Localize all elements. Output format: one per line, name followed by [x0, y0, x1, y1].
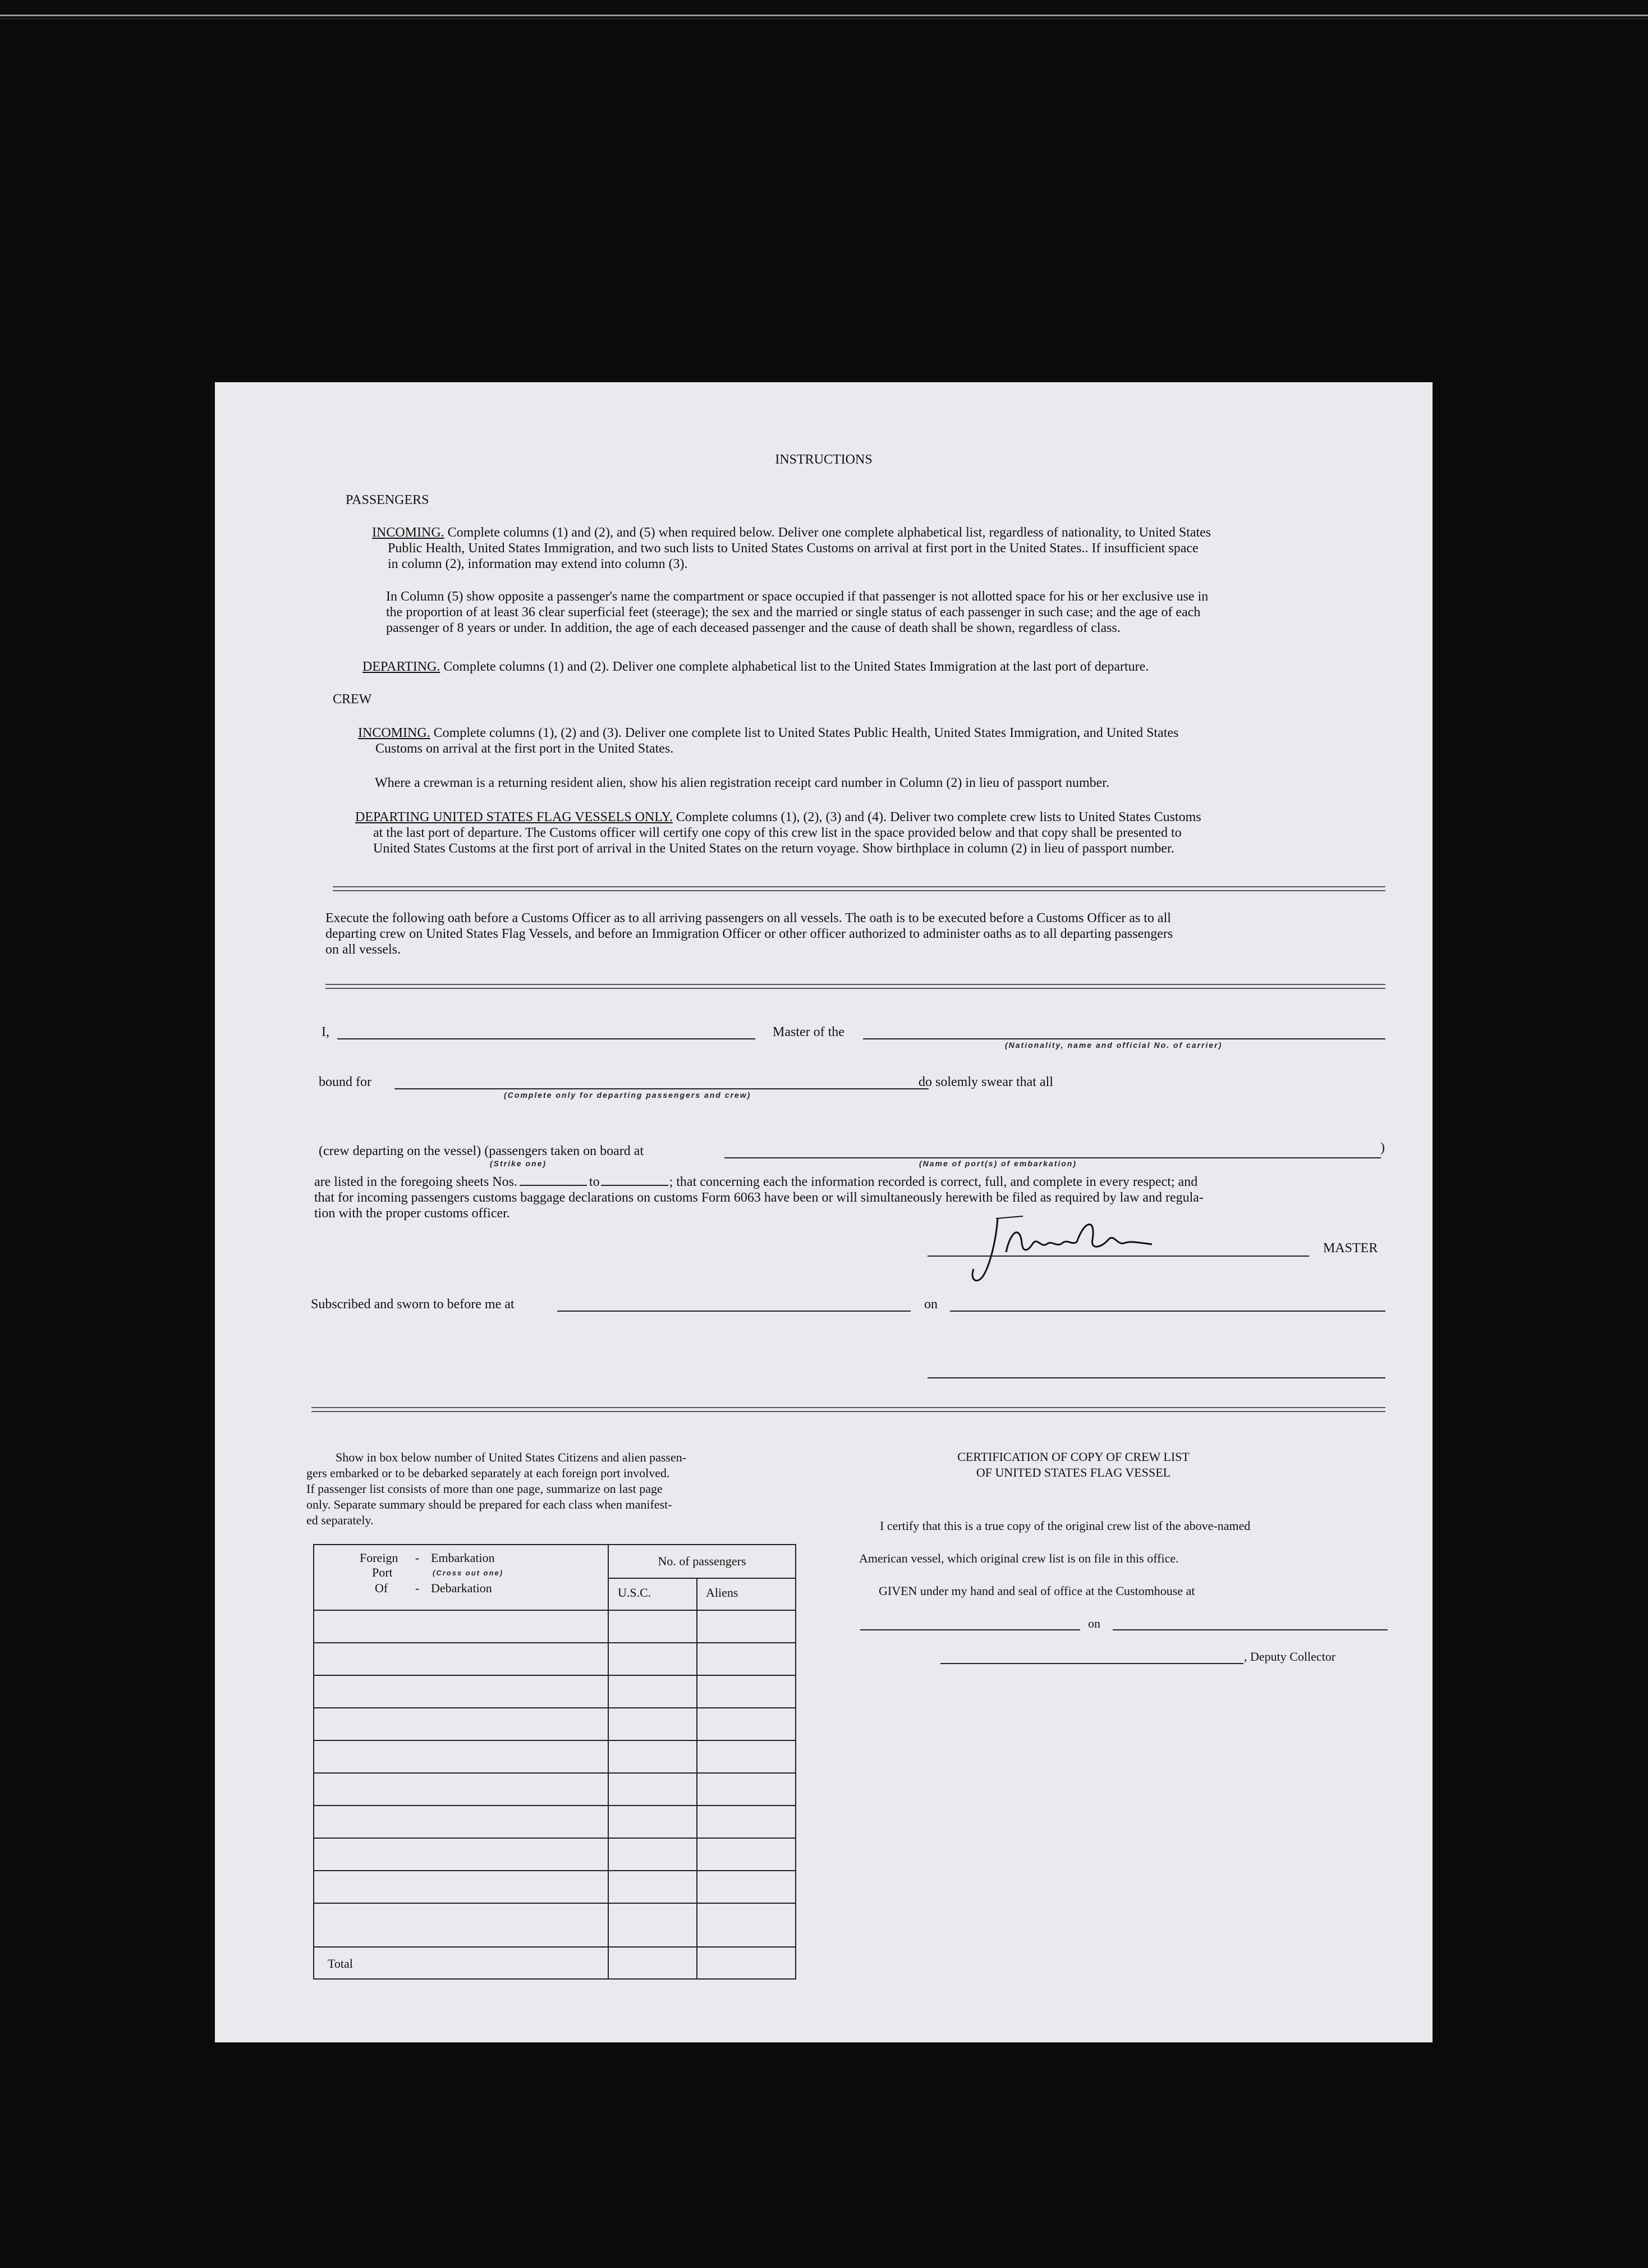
embarkation-port-field[interactable]: [724, 1157, 1381, 1158]
table-row-line: [313, 1642, 796, 1643]
crew-incoming-line2: Customs on arrival at the first port in the United States.: [375, 741, 674, 756]
table-row-line: [313, 1610, 796, 1611]
table-row-line: [313, 1870, 796, 1871]
oath-intro-line2: departing crew on United States Flag Vessels, and before an Immigration Officer or other officer authorized to administer oaths as to all departing passengers: [325, 927, 1173, 941]
listed-line1: [314, 1174, 1197, 1191]
col-num-passengers: No. of passengers: [658, 1554, 746, 1568]
form-page: [215, 382, 1433, 2042]
sheet-to-field[interactable]: [601, 1185, 668, 1186]
summary-line3: If passenger list consists of more than one page, summarize on last page: [306, 1482, 663, 1496]
col-dash2: -: [415, 1581, 420, 1595]
crew-incoming-text1: Complete columns (1), (2) and (3). Deliver one complete list to United States Public Health, United States Immigration, and United States: [433, 726, 1179, 740]
listed-line2: that for incoming passengers customs baggage declarations on customs Form 6063 have been or will simultaneously herewith be filed as required by law and regula-: [314, 1190, 1204, 1205]
table-row-line: [313, 1805, 796, 1806]
col-of: Of: [375, 1581, 388, 1595]
passengers-incoming-line1: [372, 524, 1211, 542]
col-dash1: -: [415, 1551, 420, 1565]
swear-text: do solemly swear that all: [919, 1075, 1053, 1089]
bound-for-field[interactable]: [394, 1088, 929, 1089]
oath-i-label: I,: [322, 1025, 329, 1039]
table-row-line: [313, 1903, 796, 1904]
passengers-incoming-line3: in column (2), information may extend into column (3).: [388, 557, 688, 571]
column5-line3: passenger of 8 years or under. In addition, the age of each deceased passenger and the cause of death shall be shown, regardless of class.: [386, 621, 1121, 635]
table-row-line: [313, 1675, 796, 1676]
passengers-incoming-label: INCOMING.: [372, 525, 444, 540]
deputy-collector-label: , Deputy Collector: [1244, 1650, 1336, 1664]
crew-departing-line2: at the last port of departure. The Customs officer will certify one copy of this crew list in the space provided below and that copy shall be presented to: [373, 826, 1182, 840]
deputy-signature-field[interactable]: [940, 1663, 1243, 1664]
summary-line1: Show in box below number of United States Citizens and alien passen-: [336, 1450, 687, 1464]
col-foreign: Foreign: [360, 1551, 398, 1565]
col-debarkation: Debarkation: [431, 1581, 492, 1595]
strike-caption: (Strike one): [490, 1159, 547, 1168]
passengers-departing-line: [362, 658, 1149, 676]
table-row-line: [313, 1740, 796, 1741]
table-row-line: [313, 1838, 796, 1839]
crew-heading: CREW: [333, 692, 372, 707]
listed-line3: tion with the proper customs officer.: [314, 1206, 510, 1221]
nationality-caption: (Nationality, name and official No. of carrier): [1005, 1041, 1223, 1050]
certification-title-line1: CERTIFICATION OF COPY OF CREW LIST: [957, 1450, 1190, 1464]
sworn-on-label: on: [924, 1297, 938, 1312]
sheet-from-field[interactable]: [520, 1185, 587, 1186]
master-signature: [967, 1208, 1169, 1293]
crew-departing-line1: [355, 809, 1201, 826]
summary-line5: ed separately.: [306, 1513, 374, 1527]
passengers-departing-label: DEPARTING.: [362, 659, 440, 674]
col-usc: U.S.C.: [618, 1586, 651, 1600]
sworn-date-field[interactable]: [950, 1311, 1385, 1312]
sworn-place-field[interactable]: [557, 1311, 911, 1312]
section-divider: [325, 984, 1385, 989]
col-port: Port: [372, 1565, 393, 1579]
cert-date-field[interactable]: [1113, 1629, 1388, 1630]
col-cross-caption: (Cross out one): [433, 1569, 504, 1577]
crew-departing-text1: Complete columns (1), (2), (3) and (4). Deliver two complete crew lists to United States Customs: [676, 810, 1201, 824]
crew-departing-label: DEPARTING UNITED STATES FLAG VESSELS ONLY.: [355, 810, 673, 824]
officer-signature-field[interactable]: [928, 1377, 1385, 1378]
passengers-heading: PASSENGERS: [346, 493, 429, 507]
section-divider: [333, 886, 1385, 891]
certification-title-line2: OF UNITED STATES FLAG VESSEL: [976, 1465, 1171, 1479]
certify-line2: American vessel, which original crew list is on file in this office.: [859, 1551, 1179, 1565]
bound-caption: (Complete only for departing passengers and crew): [504, 1091, 751, 1099]
column5-line2: the proportion of at least 36 clear superficial feet (steerage); the sex and the married or single status of each passenger in such case; and the age of each: [386, 605, 1201, 620]
page-title: INSTRUCTIONS: [775, 452, 873, 467]
summary-line2: gers embarked or to be debarked separately at each foreign port involved.: [306, 1466, 670, 1480]
subscribed-label: Subscribed and sworn to before me at: [311, 1297, 515, 1312]
given-line: GIVEN under my hand and seal of office at the Customhouse at: [879, 1584, 1195, 1598]
oath-intro-line1: Execute the following oath before a Customs Officer as to all arriving passengers on all vessels. The oath is to be executed before a Customs Officer as to all: [325, 911, 1171, 925]
table-header-divider: [608, 1578, 796, 1579]
table-row-line: [313, 1707, 796, 1708]
table-row-line: [313, 1946, 796, 1948]
column5-line1: In Column (5) show opposite a passenger's name the compartment or space occupied if that passenger is not allotted space for his or her exclusive use in: [386, 589, 1209, 604]
summary-line4: only. Separate summary should be prepared for each class when manifest-: [306, 1497, 672, 1511]
crew-incoming-line1: [358, 725, 1178, 742]
passengers-incoming-text1: Complete columns (1) and (2), and (5) when required below. Deliver one complete alphabetical list, regardless of nationality, to United States: [447, 525, 1211, 540]
port-caption: (Name of port(s) of embarkation): [919, 1159, 1077, 1168]
customhouse-field[interactable]: [860, 1629, 1080, 1630]
master-name-field[interactable]: [337, 1038, 755, 1039]
master-label: MASTER: [1323, 1241, 1378, 1256]
total-label: Total: [328, 1957, 353, 1971]
crew-resident-alien: Where a crewman is a returning resident alien, show his alien registration receipt card number in Column (2) in lieu of passport number.: [375, 776, 1109, 790]
crew-departing-line3: United States Customs at the first port of arrival in the United States on the return voyage. Show birthplace in column (2) in lieu of passport number.: [373, 841, 1174, 856]
listed-text-a: are listed in the foregoing sheets Nos.: [314, 1175, 517, 1189]
crew-passengers-text: (crew departing on the vessel) (passengers taken on board at: [319, 1144, 644, 1158]
master-signature-line[interactable]: [928, 1256, 1309, 1257]
col-aliens: Aliens: [706, 1586, 738, 1600]
master-of-label: Master of the: [773, 1025, 844, 1039]
passengers-departing-text: Complete columns (1) and (2). Deliver one complete alphabetical list to the United States Immigration at the last port of departure.: [443, 659, 1149, 674]
crew-incoming-label: INCOMING.: [358, 726, 430, 740]
passengers-incoming-line2: Public Health, United States Immigration, and two such lists to United States Customs on arrival at first port in the United States.. If insufficient space: [388, 541, 1199, 556]
certify-line1: I certify that this is a true copy of the original crew list of the above-named: [880, 1519, 1251, 1533]
table-row-line: [313, 1772, 796, 1774]
close-paren: ): [1380, 1140, 1385, 1155]
section-divider: [311, 1407, 1385, 1412]
bound-for-label: bound for: [319, 1075, 371, 1089]
table-col-divider: [696, 1578, 697, 1980]
oath-intro-line3: on all vessels.: [325, 942, 401, 957]
col-embarkation: Embarkation: [431, 1551, 495, 1565]
cert-on-label: on: [1088, 1616, 1100, 1630]
listed-to: to: [589, 1175, 600, 1189]
listed-text-b: ; that concerning each the information recorded is correct, full, and complete in every respect; and: [669, 1175, 1198, 1189]
scan-edge: [0, 15, 1648, 16]
carrier-field[interactable]: [863, 1038, 1385, 1039]
